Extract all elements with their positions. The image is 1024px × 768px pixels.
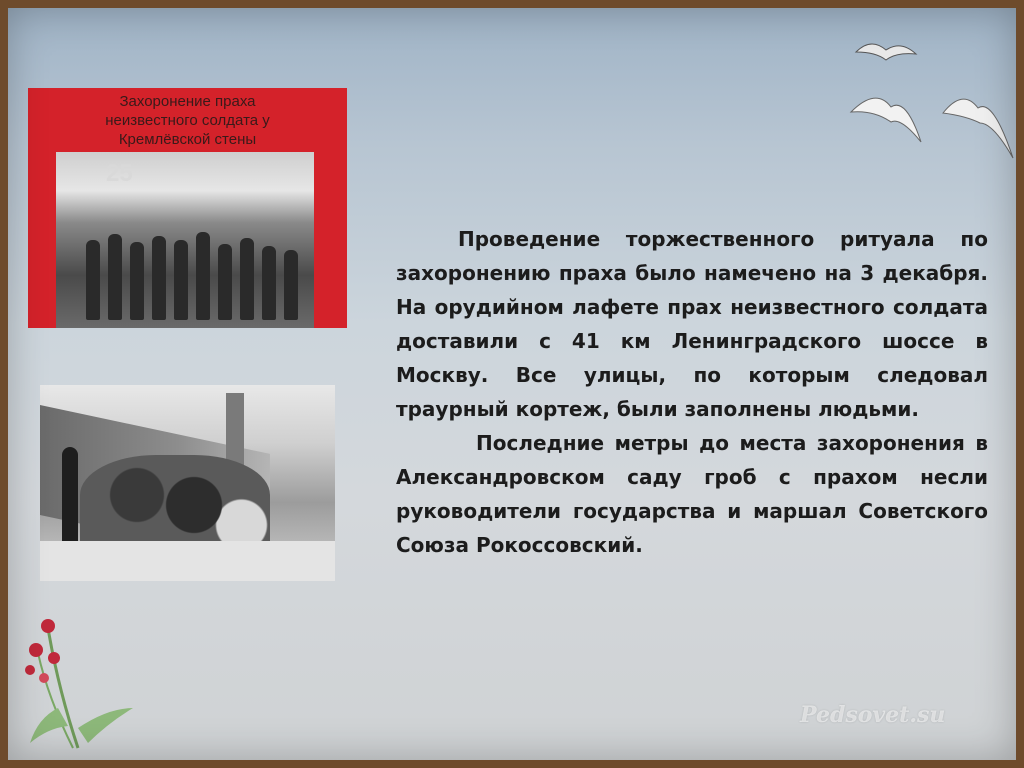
poster-caption-line-2: неизвестного солдата у [105, 112, 270, 129]
slide-text [396, 222, 988, 562]
paragraph-1: Проведение торжественного ритуала по захоронению праха было намечено на 3 декабря. На орудийном лафете прах неизвестного солдата доставили с 41 км Ленинградского шоссе в Москву. Все улицы, по которым следовал траурный кортеж, были заполнены людьми. [396, 227, 988, 421]
paragraph-2: Последние метры до места захоронения в Александровском саду гроб с прахом несли руководители государства и маршал Советского Союза Рокоссовский. [396, 431, 988, 557]
flying-birds-icon [846, 32, 926, 162]
flying-bird-icon [938, 88, 1018, 168]
honor-guard [62, 447, 78, 547]
poster-photo-ceremony [28, 88, 347, 328]
poster-caption-line-3: Кремлёвской стены [118, 131, 257, 148]
procession-photo [56, 152, 314, 328]
carnation-flower-icon [18, 608, 148, 758]
snow-ground [40, 541, 335, 581]
poster-caption-line-1: Захоронение праха [119, 93, 256, 110]
tomb-photo [40, 385, 335, 581]
poster-badge: 25 [106, 160, 133, 187]
watermark: Pedsovet.su [800, 702, 946, 728]
poster-caption [28, 92, 347, 149]
wreaths [80, 455, 270, 555]
